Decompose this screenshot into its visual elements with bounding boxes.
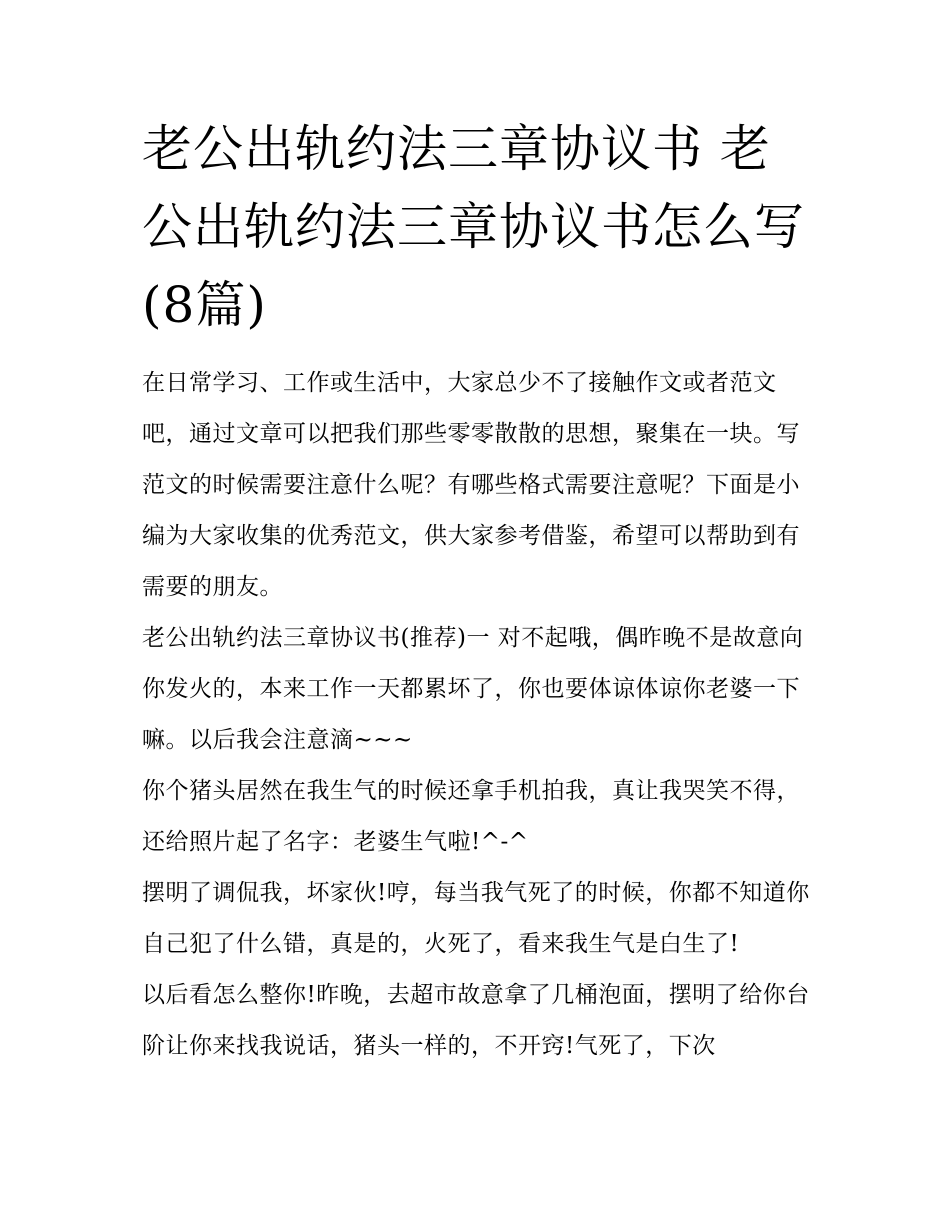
paragraph-1: 老公出轨约法三章协议书(推荐)一 对不起哦，偶昨晚不是故意向你发火的，本来工作一天都累坏了，你也要体谅体谅你老婆一下嘛。以后我会注意滴~~~ (142, 625, 804, 753)
document-title: 老公出轨约法三章协议书 老公出轨约法三章协议书怎么写(8篇) (142, 120, 805, 334)
document-page (142, 110, 812, 1072)
document-body (142, 358, 812, 1072)
paragraph-intro: 在日常学习、工作或生活中，大家总少不了接触作文或者范文吧，通过文章可以把我们那些零零散散的思想，聚集在一块。写范文的时候需要注意什么呢？有哪些格式需要注意呢？下面是小编为大家收集的优秀范文，供大家参考借鉴，希望可以帮助到有需要的朋友。 (142, 370, 800, 600)
paragraph-2: 你个猪头居然在我生气的时候还拿手机拍我，真让我哭笑不得，还给照片起了名字：老婆生气啦!^-^ (142, 778, 800, 855)
paragraph-4: 以后看怎么整你!昨晚，去超市故意拿了几桶泡面，摆明了给你台阶让你来找我说话，猪头一样的，不开窍!气死了，下次 (142, 982, 810, 1059)
paragraph-3: 摆明了调侃我，坏家伙!哼，每当我气死了的时候，你都不知道你自己犯了什么错，真是的，火死了，看来我生气是白生了! (142, 880, 810, 957)
